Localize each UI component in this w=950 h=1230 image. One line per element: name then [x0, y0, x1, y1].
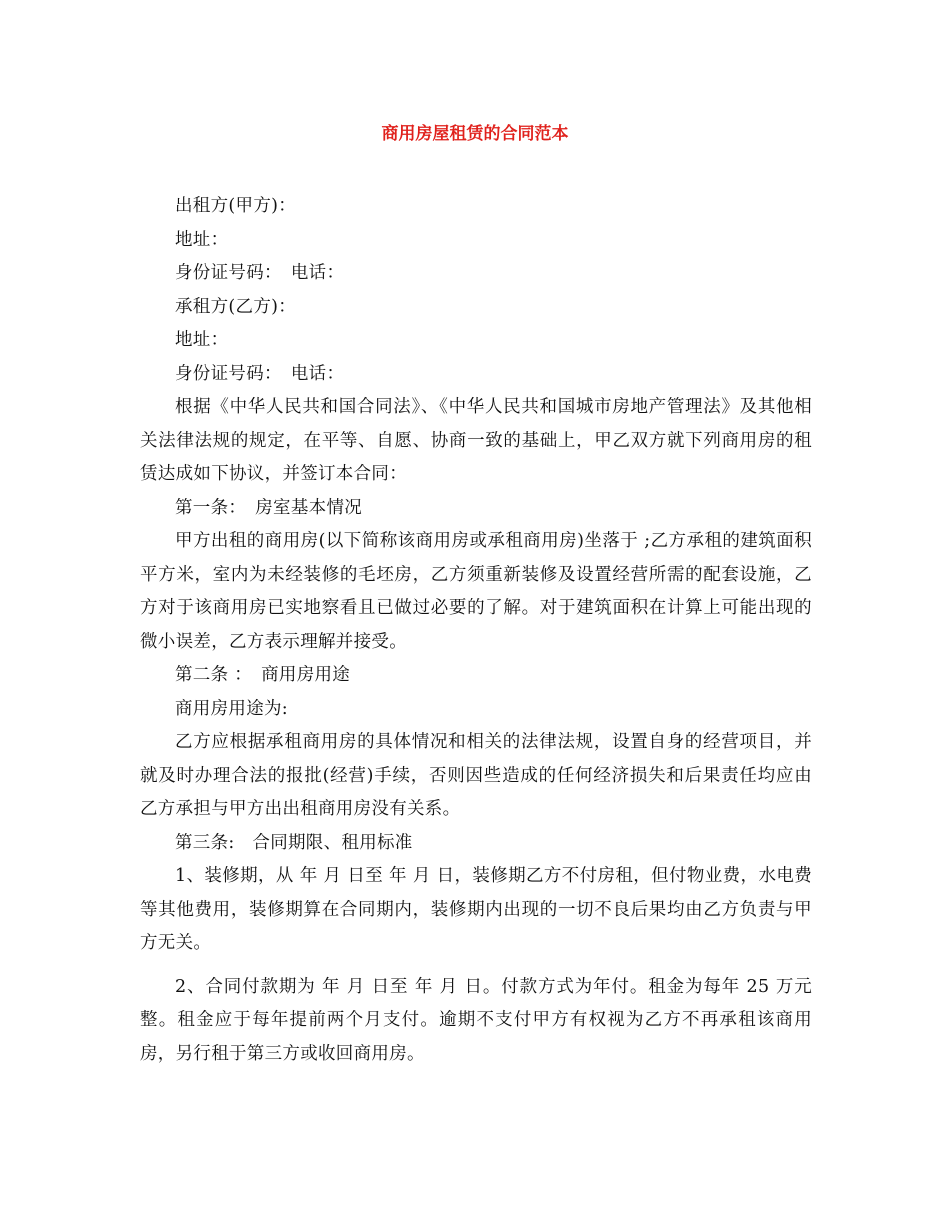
lessor-address-line: 地址：: [175, 229, 229, 250]
lessor-id-phone-line: 身份证号码： 电话：: [175, 263, 345, 283]
lessee-id-phone-line: 身份证号码： 电话：: [175, 363, 345, 384]
clause-3-1-paragraph: 1、装修期，从 年 月 日至 年 月 日，装修期乙方不付房租，但付物业费，水电费等其他费用，装修期算在合同期内，装修期内出现的一切不良后果均由乙方负责与甲方无关。: [140, 866, 812, 953]
article-1-heading: 第一条： 房室基本情况: [175, 497, 363, 518]
document-title: 商用房屋租赁的合同范本: [381, 124, 569, 144]
preamble-paragraph: 根据《中华人民共和国合同法》、《中华人民共和国城市房地产管理法》及其他相关法律法规的规定，在平等、自愿、协商一致的基础上，甲乙双方就下列商用房的租赁达成如下协议，并签订本合同：: [140, 397, 812, 484]
lessor-line: 出租方(甲方)：: [175, 196, 297, 216]
clause-3-2-paragraph: 2、合同付款期为 年 月 日至 年 月 日。付款方式为年付。租金为每年 25 万元整。租金应于每年提前两个月支付。逾期不支付甲方有权视为乙方不再承租该商用房，另行租于第三方或收回商用房。: [140, 976, 812, 1064]
lessee-line: 承租方(乙方)：: [175, 296, 297, 317]
article-3-heading: 第三条: 合同期限、租用标准: [175, 832, 413, 853]
article-2-paragraph: 乙方应根据承租商用房的具体情况和相关的法律法规，设置自身的经营项目，并就及时办理合法的报批(经营)手续，否则因些造成的任何经济损失和后果责任均应由乙方承担与甲方出出租商用房没有关系。: [140, 732, 812, 819]
lessee-address-line: 地址：: [175, 330, 229, 350]
usage-line: 商用房用途为:: [175, 698, 288, 719]
article-2-heading: 第二条 ： 商用房用途: [175, 665, 351, 685]
document-body: [140, 190, 812, 1071]
article-1-paragraph: 甲方出租的商用房(以下简称该商用房或承租商用房)坐落于 ;乙方承租的建筑面积 平方米，室内为未经装修的毛坯房，乙方须重新装修及设置经营所需的配套设施，乙方对于该商用房已实地察看且已做过必要的了解。对于建筑面积在计算上可能出现的微小误差，乙方表示理解并接受。: [140, 531, 812, 652]
